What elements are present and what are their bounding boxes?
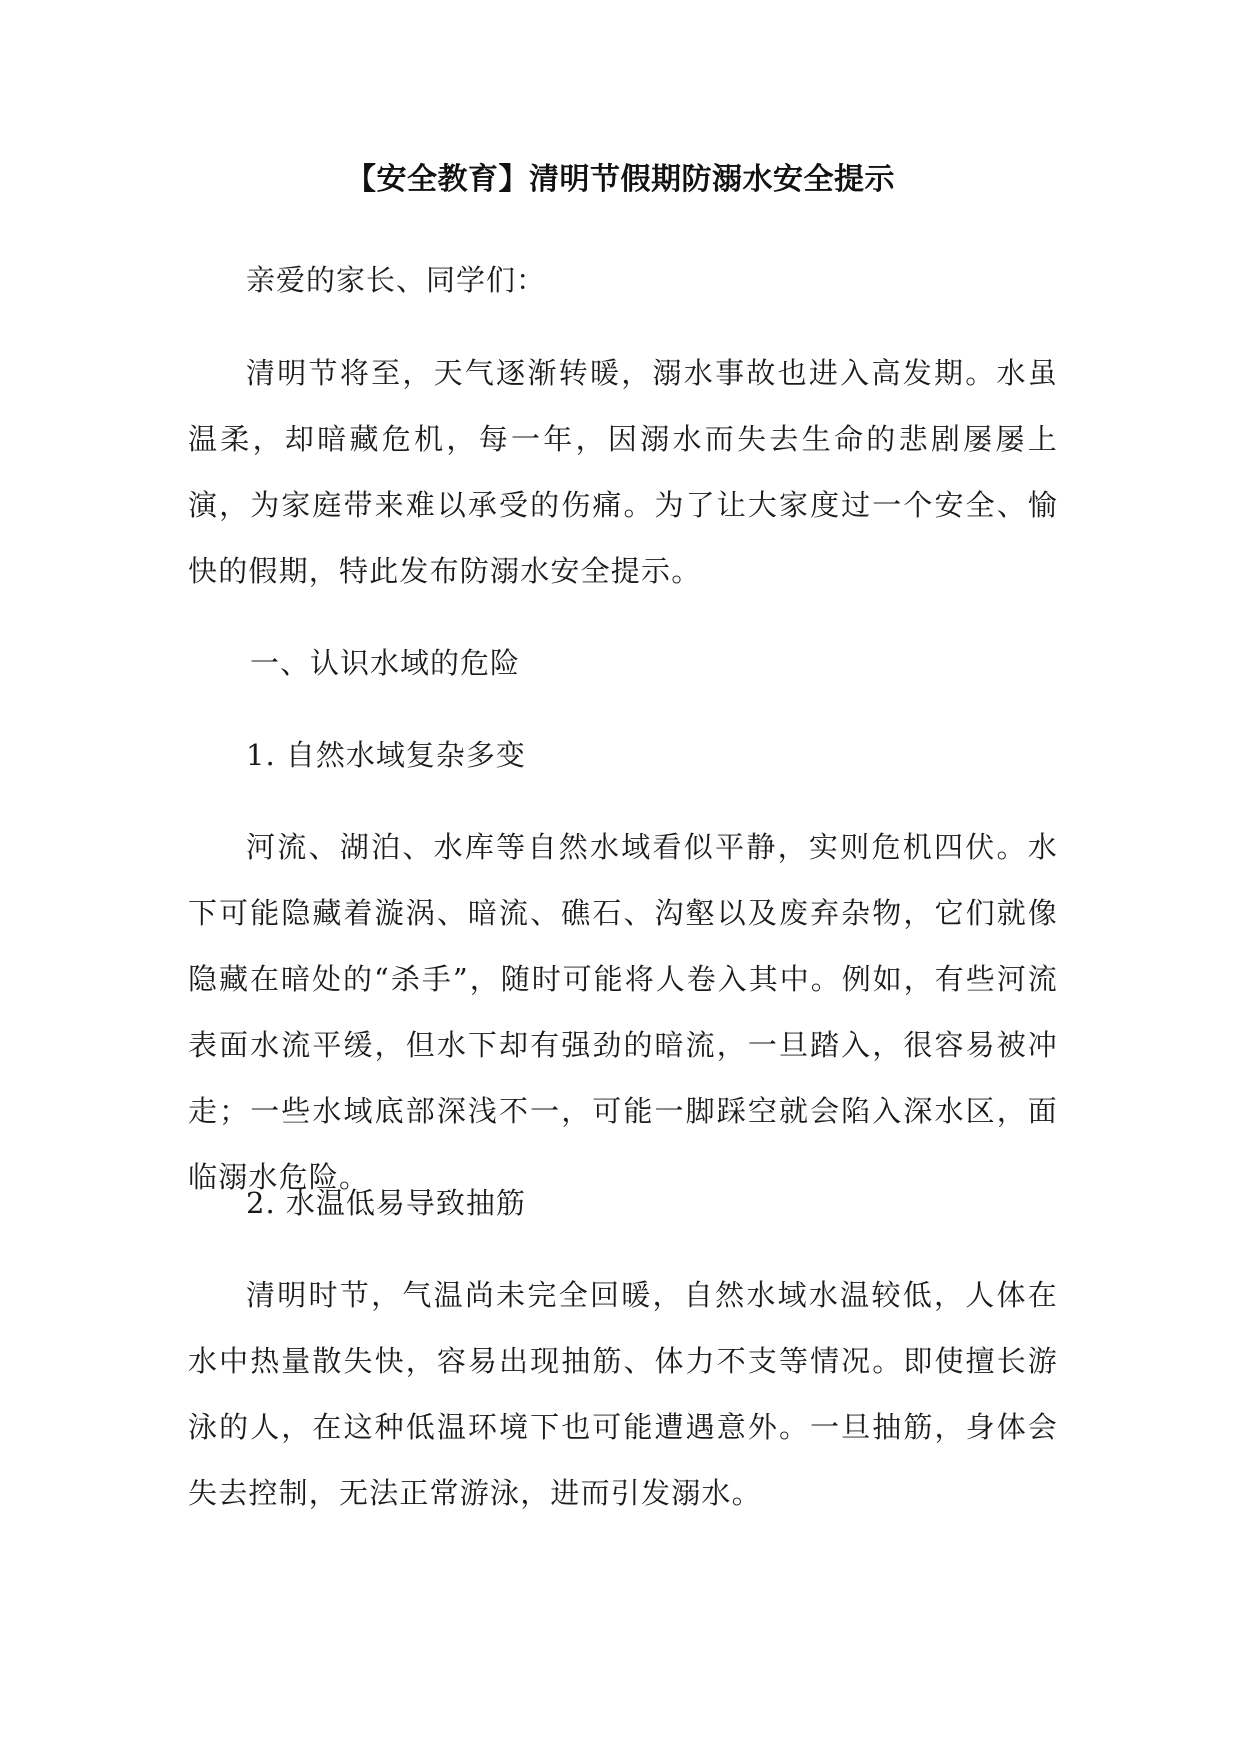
subsection-heading-1: 1. 自然水域复杂多变 (246, 738, 526, 772)
subsection-paragraph-2: 清明时节，气温尚未完全回暖，自然水域水温较低，人体在水中热量散失快，容易出现抽筋、体力不支等情况。即使擅长游泳的人，在这种低温环境下也可能遭遇意外。一旦抽筋，身体会失去控制，无法正常游泳，进而引发溺水。 (188, 1278, 1058, 1510)
greeting-text: 亲爱的家长、同学们： (246, 263, 547, 297)
subsection-heading-2: 2. 水温低易导致抽筋 (246, 1186, 526, 1220)
section-heading: 一、认识水域的危险 (250, 646, 521, 680)
intro-paragraph: 清明节将至，天气逐渐转暖，溺水事故也进入高发期。水虽温柔，却暗藏危机，每一年，因溺水而失去生命的悲剧屡屡上演，为家庭带来难以承受的伤痛。为了让大家度过一个安全、愉快的假期，特此发布防溺水安全提示。 (188, 356, 1058, 588)
document-title: 【安全教育】清明节假期防溺水安全提示 (346, 162, 895, 197)
subsection-paragraph-1: 河流、湖泊、水库等自然水域看似平静，实则危机四伏。水下可能隐藏着漩涡、暗流、礁石、沟壑以及废弃杂物，它们就像隐藏在暗处的“杀手”，随时可能将人卷入其中。例如，有些河流表面水流平缓，但水下却有强劲的暗流，一旦踏入，很容易被冲走；一些水域底部深浅不一，可能一脚踩空就会陷入深水区，面临溺水危险。 (188, 830, 1058, 1194)
